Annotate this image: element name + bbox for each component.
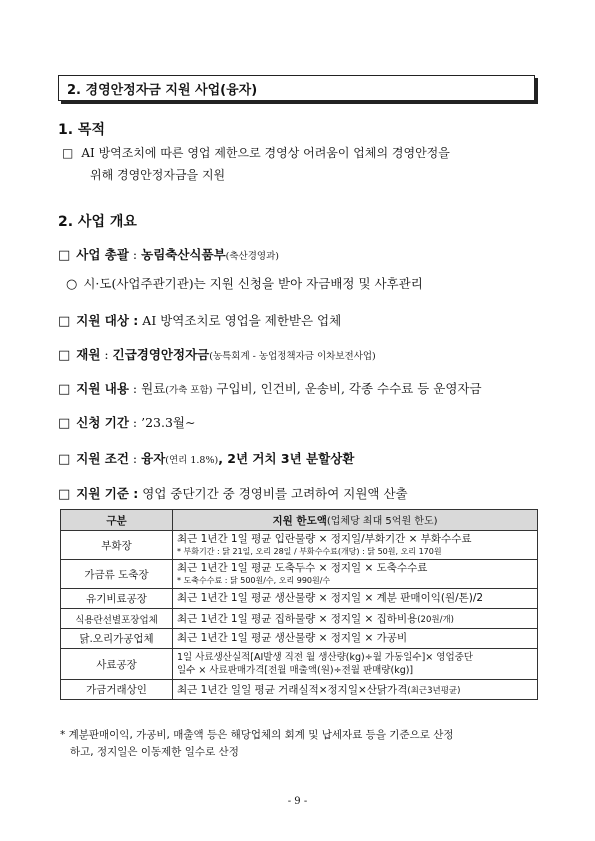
checkbox-icon: □ <box>58 382 71 397</box>
row-formula: 최근 1년간 1일 평균 생산물량 × 정지일 × 계분 판매이익(원/톤)/2 <box>173 589 538 609</box>
overview-item-funding: □ 재원 : 긴급경영안정자금(농특회계 - 농업정책자금 이차보전사업) <box>58 347 376 363</box>
checkbox-icon: □ <box>58 452 71 467</box>
overview-item-period: □ 신청 기간 : ’23.3월∼ <box>58 415 196 431</box>
purpose-heading: 1. 목적 <box>58 122 105 138</box>
table-row <box>61 560 538 589</box>
table-row <box>61 531 538 560</box>
table-row <box>61 589 538 609</box>
row-category: 부화장 <box>61 531 173 560</box>
header-amount: 지원 한도액(업체당 최대 5억원 한도) <box>173 510 538 531</box>
checkbox-icon: □ <box>58 314 71 329</box>
checkbox-icon: □ <box>58 416 71 431</box>
table-header-row <box>61 510 538 531</box>
row-category: 유기비료공장 <box>61 589 173 609</box>
page-number: - 9 - <box>287 796 308 807</box>
table-row <box>61 629 538 649</box>
row-formula: 최근 1년간 1일 평균 입란물량 × 정지일/부화기간 × 부화수수료 * 부화기간 : 닭 21일, 오리 28일 / 부화수수료(개당) : 닭 50원, 오리 170원 <box>173 531 538 560</box>
purpose-paragraph <box>62 142 542 186</box>
row-category: 닭.오리가공업체 <box>61 629 173 649</box>
footnote-line-2: 하고, 정지일은 이동제한 일수로 산정 <box>70 746 239 758</box>
overview-item-province: ○ 시·도(사업주관기관)는 지원 신청을 받아 자금배정 및 사후관리 <box>66 276 423 292</box>
row-formula: 최근 1년간 1일 평균 집하물량 × 정지일 × 집하비용(20원/개) <box>173 609 538 629</box>
support-limit-table <box>60 509 538 700</box>
table-row <box>61 680 538 700</box>
table-row <box>61 609 538 629</box>
footnote <box>60 727 540 761</box>
row-formula: 최근 1년간 1일 평균 도축두수 × 정지일 × 도축수수료 * 도축수수료 : 닭 500원/수, 오리 990원/수 <box>173 560 538 589</box>
overview-item-target: □ 지원 대상 : AI 방역조치로 영업을 제한받은 업체 <box>58 313 342 329</box>
purpose-line-1: AI 방역조치에 따른 영업 제한으로 경영상 어려움이 업체의 경영안정을 <box>81 146 450 160</box>
section-title-box <box>58 75 535 101</box>
row-formula: 최근 1년간 일일 평균 거래실적×정지일×산닭가격(최근3년평균) <box>173 680 538 700</box>
row-formula: 1일 사료생산실적[AI발생 직전 월 생산량(kg)÷월 가동일수]× 영업중단 일수 × 사료판매가격[전월 매출액(원)÷전월 판매량(kg)] <box>173 649 538 680</box>
row-category: 가금거래상인 <box>61 680 173 700</box>
row-category: 식용란선별포장업체 <box>61 609 173 629</box>
purpose-line-2: 위해 경영안정자금을 지원 <box>90 168 226 182</box>
row-category: 사료공장 <box>61 649 173 680</box>
checkbox-icon: □ <box>62 146 74 160</box>
checkbox-icon: □ <box>58 348 71 363</box>
row-category: 가금류 도축장 <box>61 560 173 589</box>
header-category: 구분 <box>61 510 173 531</box>
section-title: 2. 경영안정자금 지원 사업(융자) <box>67 82 258 98</box>
overview-item-content: □ 지원 내용 : 원료(가축 포함) 구입비, 인건비, 운송비, 각종 수수료 등 운영자금 <box>58 381 482 397</box>
table-row <box>61 649 538 680</box>
row-formula: 최근 1년간 1일 평균 생산물량 × 정지일 × 가공비 <box>173 629 538 649</box>
overview-item-management: □ 사업 총괄 : 농림축산식품부(축산경영과) <box>58 247 279 263</box>
checkbox-icon: □ <box>58 248 71 263</box>
circle-bullet-icon: ○ <box>66 277 78 292</box>
overview-item-conditions: □ 지원 조건 : 융자(연리 1.8%), 2년 거치 3년 분할상환 <box>58 451 355 467</box>
checkbox-icon: □ <box>58 487 71 502</box>
overview-heading: 2. 사업 개요 <box>58 214 137 230</box>
footnote-line-1: * 계분판매이익, 가공비, 매출액 등은 해당업체의 회계 및 납세자료 등을 기준으로 산정 <box>60 729 454 741</box>
overview-item-criteria: □ 지원 기준 : 영업 중단기간 중 경영비를 고려하여 지원액 산출 <box>58 486 408 502</box>
